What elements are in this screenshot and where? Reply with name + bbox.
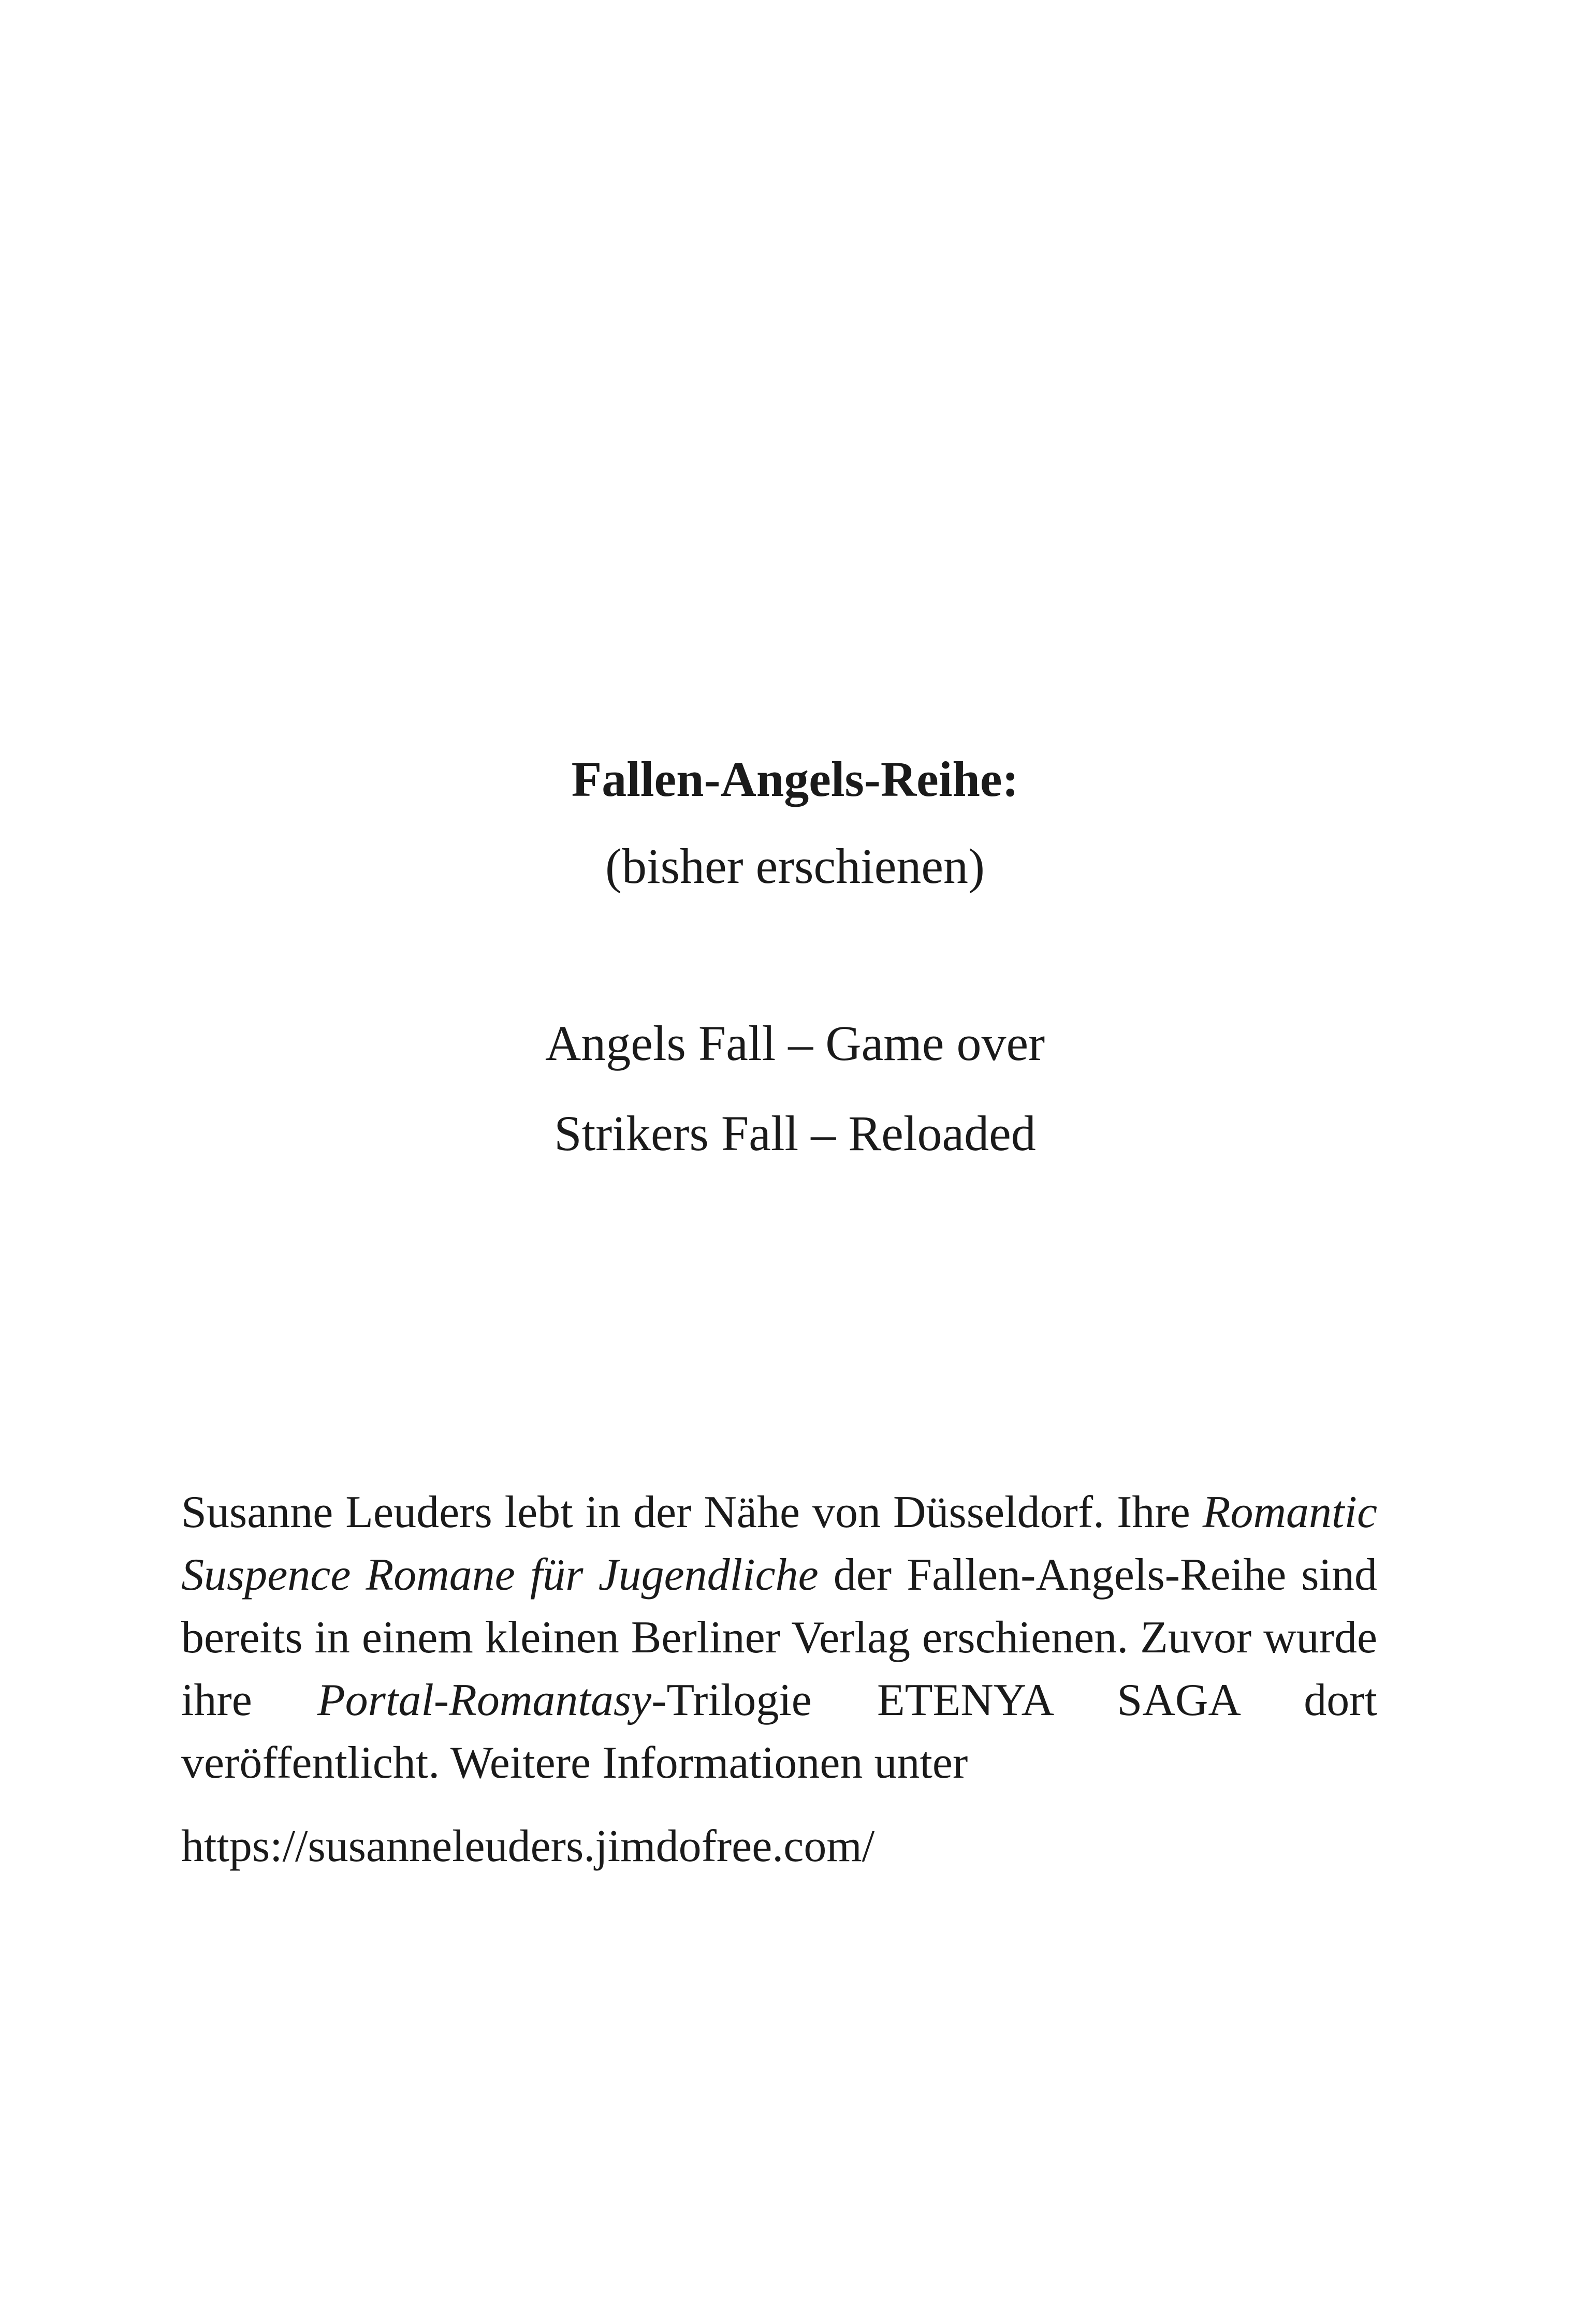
bio-text-part: Susanne Leuders lebt in der Nähe von Düsseldorf. Ihre <box>181 1487 1203 1537</box>
bio-italic-genre: Portal-Romantasy <box>317 1675 652 1725</box>
bio-italic-genre: Romantic Suspence Romane für Jugendliche <box>181 1487 1377 1600</box>
book-list <box>0 1010 1590 1167</box>
series-block <box>0 746 1590 1190</box>
author-website-url: https://susanneleuders.jimdofree.com/ <box>181 1821 875 1871</box>
book-title: Angels Fall – Game over <box>545 1015 1045 1071</box>
bio-text-part: der Fallen-Angels-Reihe sind bereits in einem kleinen Berliner Verlag erschienen. Zuvor wurde ihre <box>181 1550 1377 1725</box>
author-bio <box>181 1481 1377 1878</box>
series-heading: Fallen-Angels-Reihe: <box>571 751 1019 807</box>
bio-paragraph <box>181 1481 1377 1794</box>
book-title: Strikers Fall – Reloaded <box>554 1106 1036 1161</box>
bio-text-part: -Trilogie ETENYA SAGA dort veröffentlicht. Weitere Informationen unter <box>181 1675 1377 1788</box>
series-note: (bisher erschienen) <box>605 838 985 894</box>
